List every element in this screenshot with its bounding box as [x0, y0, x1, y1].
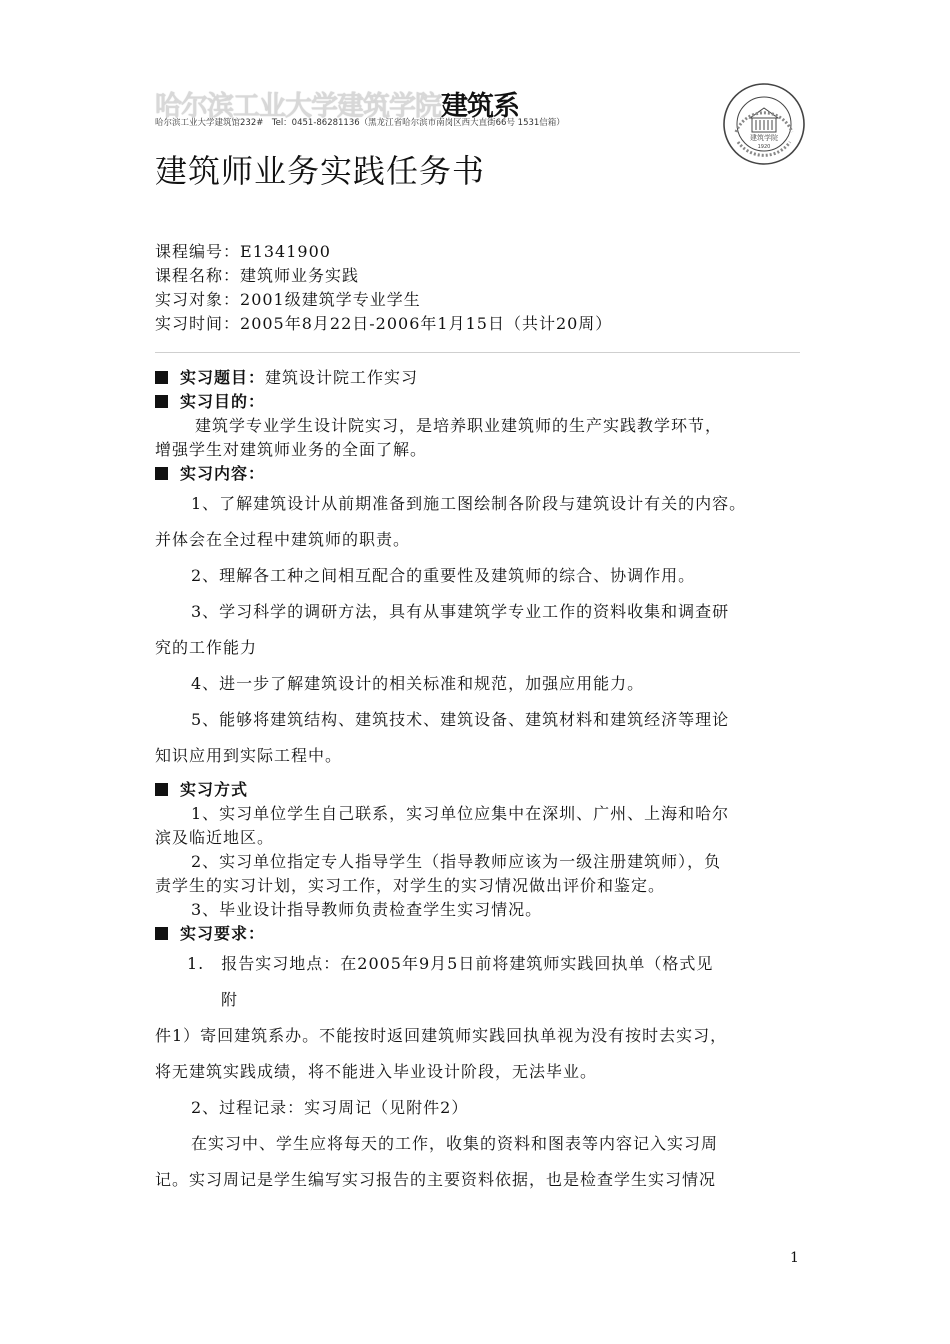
section-topic — [155, 366, 810, 390]
course-code-value: E1341900 — [240, 242, 331, 261]
internship-period-value: 2005年8月22日-2006年1月15日（共计20周） — [240, 314, 613, 333]
section-method — [155, 778, 810, 802]
paragraph-line: 在实习中、学生应将每天的工作，收集的资料和图表等内容记入实习周 — [191, 1134, 719, 1153]
internship-period-label: 实习时间： — [155, 314, 241, 333]
university-seal-logo — [722, 82, 806, 166]
target-students-row — [155, 288, 612, 312]
paragraph-line: 2、过程记录：实习周记（见附件2） — [191, 1098, 469, 1117]
topic-value: 建筑设计院工作实习 — [265, 368, 419, 387]
university-name: 哈尔滨工业大学建筑学院 — [155, 91, 441, 122]
paragraph-line: 1、了解建筑设计从前期准备到施工图绘制各阶段与建筑设计有关的内容。 — [191, 494, 747, 513]
section-heading: 实习题目： — [180, 368, 266, 387]
course-code-label: 课程编号： — [155, 242, 241, 261]
section-heading: 实习内容： — [180, 464, 266, 483]
target-students-value: 2001级建筑学专业学生 — [240, 290, 421, 309]
section-heading: 实习要求： — [180, 924, 266, 943]
paragraph-line: 3、毕业设计指导教师负责检查学生实习情况。 — [191, 900, 543, 919]
paragraph-line: 3、学习科学的调研方法，具有从事建筑学专业工作的资料收集和调查研 — [191, 602, 730, 621]
paragraph-line: 增强学生对建筑师业务的全面了解。 — [155, 440, 428, 459]
paragraph-line: 知识应用到实际工程中。 — [155, 746, 343, 765]
course-name-row — [155, 264, 612, 288]
document-title: 建筑师业务实践任务书 — [155, 152, 486, 190]
paragraph-line: 2、理解各工种之间相互配合的重要性及建筑师的综合、协调作用。 — [191, 566, 696, 585]
course-info — [155, 240, 612, 336]
letterhead-contact: 哈尔滨工业大学建筑馆232# Tel：0451-86281136（黑龙江省哈尔滨市南岗区西大直街66号 1531信箱） — [155, 118, 565, 128]
paragraph-line: 究的工作能力 — [155, 638, 258, 657]
paragraph-line: 5、能够将建筑结构、建筑技术、建筑设备、建筑材料和建筑经济等理论 — [191, 710, 730, 729]
department-name: 建筑系 — [441, 91, 519, 122]
paragraph-line: 记。实习周记是学生编写实习报告的主要资料依据，也是检查学生实习情况 — [155, 1170, 717, 1189]
paragraph-line: 并体会在全过程中建筑师的职责。 — [155, 530, 411, 549]
section-heading: 实习目的： — [180, 392, 266, 411]
paragraph-line: 件1）寄回建筑系办。不能按时返回建筑师实践回执单视为没有按时去实习， — [155, 1026, 728, 1045]
course-code-row — [155, 240, 612, 264]
paragraph-line: 4、进一步了解建筑设计的相关标准和规范，加强应用能力。 — [191, 674, 645, 693]
divider — [155, 352, 800, 353]
paragraph-line: 2、实习单位指定专人指导学生（指导教师应该为一级注册建筑师），负 — [191, 852, 722, 871]
paragraph-line: 责学生的实习计划，实习工作，对学生的实习情况做出评价和鉴定。 — [155, 876, 666, 895]
section-heading: 实习方式 — [180, 780, 249, 799]
paragraph-line: 1. 报告实习地点：在2005年9月5日前将建筑师实践回执单（格式见 — [187, 954, 714, 973]
paragraph-line: 建筑学专业学生设计院实习，是培养职业建筑师的生产实践教学环节， — [195, 416, 723, 435]
paragraph-line: 附 — [221, 990, 239, 1009]
section-requirements — [155, 922, 810, 946]
seal-year-text: 1920 — [757, 144, 771, 150]
bullet-square-icon — [155, 783, 168, 796]
internship-period-row — [155, 312, 612, 336]
section-content — [155, 462, 810, 486]
paragraph-line: 1、实习单位学生自己联系，实习单位应集中在深圳、广州、上海和哈尔 — [191, 804, 730, 823]
document-body — [155, 366, 810, 1198]
course-name-label: 课程名称： — [155, 266, 241, 285]
page-number: 1 — [790, 1250, 799, 1266]
paragraph-line: 将无建筑实践成绩，将不能进入毕业设计阶段，无法毕业。 — [155, 1062, 598, 1081]
bullet-square-icon — [155, 371, 168, 384]
letterhead — [155, 84, 575, 130]
paragraph-line: 滨及临近地区。 — [155, 828, 275, 847]
bullet-square-icon — [155, 395, 168, 408]
bullet-square-icon — [155, 927, 168, 940]
seal-center-text: 建筑学院 — [750, 134, 778, 142]
section-purpose — [155, 390, 810, 414]
bullet-square-icon — [155, 467, 168, 480]
course-name-value: 建筑师业务实践 — [240, 266, 360, 285]
target-students-label: 实习对象： — [155, 290, 241, 309]
